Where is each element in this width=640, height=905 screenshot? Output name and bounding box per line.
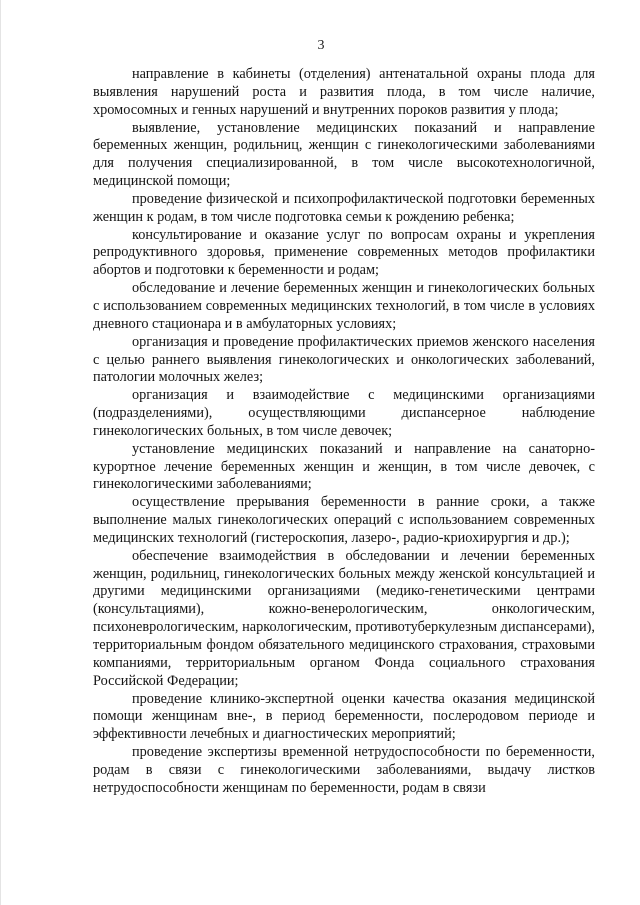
paragraph: направление в кабинеты (отделения) антенатальной охраны плода для выявления нарушений роста и развития плода, в том числе наличие, хромосомных и генных нарушений и внутренних пороков развития у плода;: [93, 66, 595, 118]
paragraph: организация и взаимодействие с медицинскими организациями (подразделениями), осуществляющими диспансерное наблюдение гинекологических больных, в том числе девочек;: [93, 387, 595, 439]
paragraph: консультирование и оказание услуг по вопросам охраны и укрепления репродуктивного здоровья, применение современных методов профилактики абортов и подготовки к беременности и родам;: [93, 226, 595, 279]
paragraph: организация и проведение профилактических приемов женского населения с целью раннего выявления гинекологических и онкологических заболеваний, патологии молочных желез;: [93, 333, 595, 386]
paragraph: проведение клинико-экспертной оценки качества оказания медицинской помощи женщинам вне-, в период беременности, послеродовом периоде и эффективности лечебных и диагностических мероприятий;: [93, 690, 595, 743]
paragraph: обеспечение взаимодействия в обследовании и лечении беременных женщин, родильниц, гинекологических больных между женской консультацией и другими медицинскими организациями (медико-генетическими центрами (консультациями), кожно-венерологическим, онкологическим, психоневрологическим, наркологическим, противотуберкулезным диспансерами), территориальным фондом обязательного медицинского страхования, страховыми компаниями, территориальным органом Фонда социального страхования Российской Федерации;: [93, 547, 595, 689]
paragraph: проведение физической и психопрофилактической подготовки беременных женщин к родам, в том числе подготовка семьи к рождению ребенка;: [93, 190, 595, 225]
paragraph: проведение экспертизы временной нетрудоспособности по беременности, родам в связи с гинекологическими заболеваниями, выдачу листков нетрудоспособности женщинам по беременности, родам в связи: [93, 744, 595, 796]
document-body: [93, 66, 595, 798]
paragraph: выявление, установление медицинских показаний и направление беременных женщин, родильниц, женщин с гинекологическими заболеваниями для получения специализированной, в том числе высокотехнологичной, медицинской помощи;: [93, 119, 595, 190]
paragraph: осуществление прерывания беременности в ранние сроки, а также выполнение малых гинекологических операций с использованием современных медицинских технологий (гистероскопия, лазеро-, радио-криохирургия и др.);: [93, 494, 595, 546]
paragraph: установление медицинских показаний и направление на санаторно-курортное лечение беременных женщин и женщин, в том числе девочек, с гинекологическими заболеваниями;: [93, 440, 595, 493]
page-number: 3: [317, 38, 325, 53]
paragraph: обследование и лечение беременных женщин и гинекологических больных с использованием современных медицинских технологий, в том числе в условиях дневного стационара и в амбулаторных условиях;: [93, 280, 595, 332]
